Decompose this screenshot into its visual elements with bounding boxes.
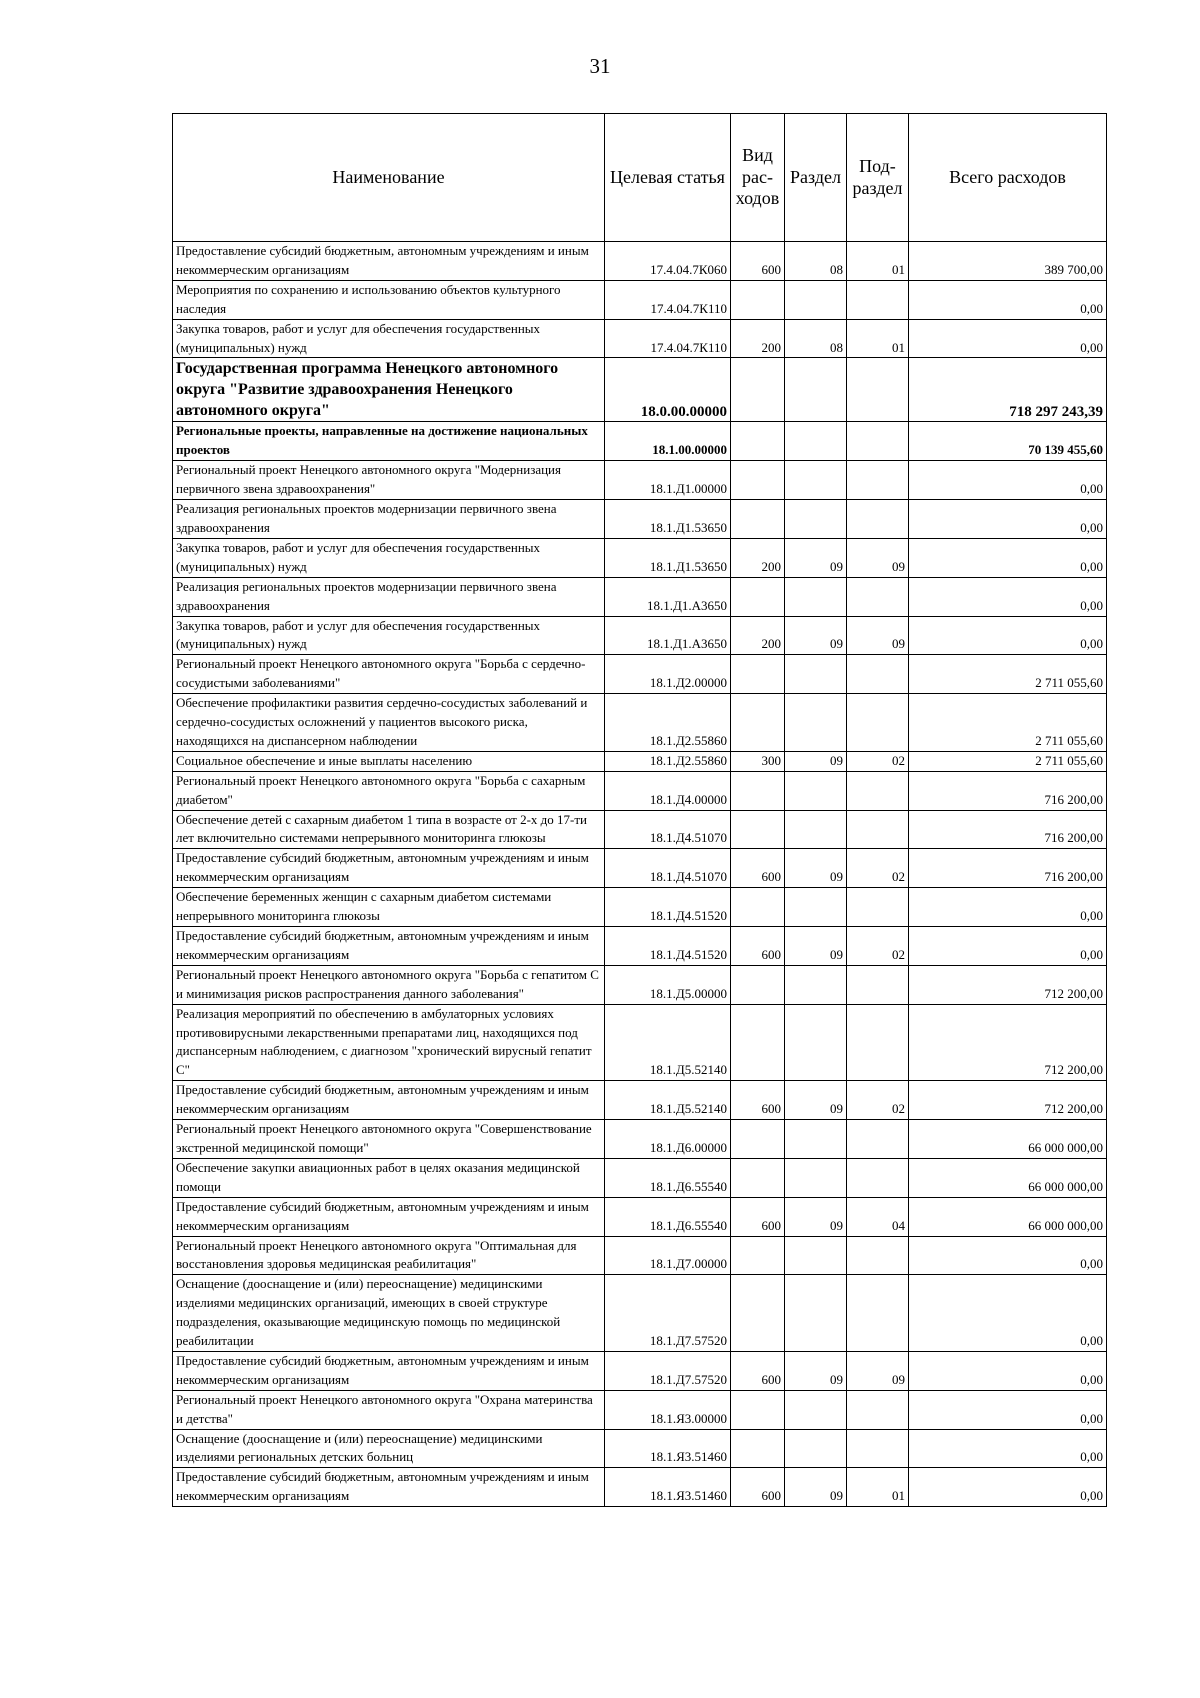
row-target-article: 18.1.Д4.51520 xyxy=(605,927,731,966)
row-name: Закупка товаров, работ и услуг для обеспечения государственных (муниципальных) нужд xyxy=(173,538,605,577)
row-target-article: 18.1.Д1.А3650 xyxy=(605,616,731,655)
row-subsection xyxy=(847,461,909,500)
row-section xyxy=(785,1236,847,1275)
row-subsection xyxy=(847,280,909,319)
row-name: Оснащение (дооснащение и (или) переоснащение) медицинскими изделиями региональных детских больниц xyxy=(173,1429,605,1468)
header-total: Всего расходов xyxy=(909,114,1107,242)
row-target-article: 18.1.Д1.53650 xyxy=(605,500,731,539)
row-target-article: 18.1.Д2.00000 xyxy=(605,655,731,694)
row-target-article: 18.1.Д1.А3650 xyxy=(605,577,731,616)
row-target-article: 18.1.Д2.55860 xyxy=(605,694,731,752)
row-name: Предоставление субсидий бюджетным, автономным учреждениям и иным некоммерческим организациям xyxy=(173,1351,605,1390)
table-row xyxy=(173,965,1107,1004)
row-expense-type xyxy=(731,888,785,927)
row-target-article: 18.1.Д7.00000 xyxy=(605,1236,731,1275)
row-name: Социальное обеспечение и иные выплаты населению xyxy=(173,751,605,771)
row-expense-type xyxy=(731,1120,785,1159)
row-name: Предоставление субсидий бюджетным, автономным учреждениям и иным некоммерческим организациям xyxy=(173,1468,605,1507)
header-expense-type: Вид рас- ходов xyxy=(731,114,785,242)
row-target-article: 17.4.04.7К110 xyxy=(605,319,731,358)
row-subsection xyxy=(847,655,909,694)
row-subsection xyxy=(847,965,909,1004)
row-section xyxy=(785,1429,847,1468)
table-row xyxy=(173,461,1107,500)
table-row xyxy=(173,358,1107,422)
row-expense-type xyxy=(731,1158,785,1197)
row-section: 09 xyxy=(785,616,847,655)
row-name: Предоставление субсидий бюджетным, автономным учреждениям и иным некоммерческим организациям xyxy=(173,927,605,966)
row-total: 0,00 xyxy=(909,538,1107,577)
row-name: Предоставление субсидий бюджетным, автономным учреждениям и иным некоммерческим организациям xyxy=(173,849,605,888)
row-target-article: 17.4.04.7К060 xyxy=(605,242,731,281)
row-name: Предоставление субсидий бюджетным, автономным учреждениям и иным некоммерческим организациям xyxy=(173,1081,605,1120)
row-subsection: 01 xyxy=(847,319,909,358)
row-expense-type xyxy=(731,1390,785,1429)
table-body xyxy=(173,242,1107,1507)
row-section: 09 xyxy=(785,849,847,888)
row-section xyxy=(785,888,847,927)
table-row xyxy=(173,888,1107,927)
row-expense-type xyxy=(731,771,785,810)
row-subsection xyxy=(847,500,909,539)
row-section xyxy=(785,694,847,752)
row-expense-type: 600 xyxy=(731,1081,785,1120)
row-total: 716 200,00 xyxy=(909,849,1107,888)
row-total: 0,00 xyxy=(909,1390,1107,1429)
row-subsection: 09 xyxy=(847,1351,909,1390)
row-name: Реализация региональных проектов модернизации первичного звена здравоохранения xyxy=(173,577,605,616)
row-expense-type xyxy=(731,965,785,1004)
row-total: 0,00 xyxy=(909,577,1107,616)
header-target-article: Целевая статья xyxy=(605,114,731,242)
row-target-article: 18.1.Я3.51460 xyxy=(605,1429,731,1468)
row-expense-type: 600 xyxy=(731,849,785,888)
row-total: 0,00 xyxy=(909,280,1107,319)
row-subsection xyxy=(847,1236,909,1275)
row-expense-type xyxy=(731,1004,785,1081)
row-name: Государственная программа Ненецкого автономного округа "Развитие здравоохранения Ненецкого автономного округа" xyxy=(173,358,605,422)
row-section xyxy=(785,810,847,849)
row-subsection: 02 xyxy=(847,751,909,771)
row-expense-type xyxy=(731,280,785,319)
row-target-article: 18.1.Д6.00000 xyxy=(605,1120,731,1159)
row-expense-type xyxy=(731,1275,785,1352)
row-section xyxy=(785,422,847,461)
row-section: 08 xyxy=(785,242,847,281)
row-name: Региональный проект Ненецкого автономного округа "Модернизация первичного звена здравоохранения" xyxy=(173,461,605,500)
row-target-article: 18.1.Д1.53650 xyxy=(605,538,731,577)
row-expense-type xyxy=(731,461,785,500)
row-subsection: 02 xyxy=(847,849,909,888)
row-expense-type xyxy=(731,422,785,461)
row-subsection xyxy=(847,358,909,422)
row-section: 09 xyxy=(785,1351,847,1390)
row-total: 716 200,00 xyxy=(909,771,1107,810)
header-row xyxy=(173,114,1107,242)
row-name: Региональный проект Ненецкого автономного округа "Оптимальная для восстановления здоровья медицинская реабилитация" xyxy=(173,1236,605,1275)
row-section: 09 xyxy=(785,751,847,771)
row-expense-type xyxy=(731,694,785,752)
page-number: 31 xyxy=(589,54,611,78)
row-subsection xyxy=(847,810,909,849)
row-total: 716 200,00 xyxy=(909,810,1107,849)
row-total: 66 000 000,00 xyxy=(909,1158,1107,1197)
row-section xyxy=(785,358,847,422)
row-target-article: 18.1.Я3.00000 xyxy=(605,1390,731,1429)
row-name: Региональный проект Ненецкого автономного округа "Борьба с сердечно-сосудистыми заболеваниями" xyxy=(173,655,605,694)
row-target-article: 18.1.Д4.51070 xyxy=(605,849,731,888)
row-subsection: 09 xyxy=(847,616,909,655)
row-name: Обеспечение детей с сахарным диабетом 1 типа в возрасте от 2-х до 17-ти лет включительно системами непрерывного мониторинга глюкозы xyxy=(173,810,605,849)
row-expense-type xyxy=(731,1429,785,1468)
row-total: 2 711 055,60 xyxy=(909,694,1107,752)
row-section: 09 xyxy=(785,927,847,966)
table-row xyxy=(173,500,1107,539)
table-row xyxy=(173,577,1107,616)
table-row xyxy=(173,927,1107,966)
row-expense-type xyxy=(731,655,785,694)
table-row xyxy=(173,1390,1107,1429)
row-target-article: 18.1.Д4.00000 xyxy=(605,771,731,810)
table-row xyxy=(173,1004,1107,1081)
row-section: 08 xyxy=(785,319,847,358)
row-target-article: 18.1.Я3.51460 xyxy=(605,1468,731,1507)
row-expense-type: 600 xyxy=(731,927,785,966)
row-target-article: 18.1.Д5.52140 xyxy=(605,1004,731,1081)
table-row xyxy=(173,1120,1107,1159)
row-name: Предоставление субсидий бюджетным, автономным учреждениям и иным некоммерческим организациям xyxy=(173,1197,605,1236)
row-name: Обеспечение закупки авиационных работ в целях оказания медицинской помощи xyxy=(173,1158,605,1197)
row-total: 66 000 000,00 xyxy=(909,1120,1107,1159)
row-target-article: 17.4.04.7К110 xyxy=(605,280,731,319)
row-section xyxy=(785,771,847,810)
row-total: 66 000 000,00 xyxy=(909,1197,1107,1236)
row-section xyxy=(785,965,847,1004)
row-total: 70 139 455,60 xyxy=(909,422,1107,461)
row-total: 0,00 xyxy=(909,888,1107,927)
row-section xyxy=(785,577,847,616)
row-section xyxy=(785,1158,847,1197)
row-expense-type xyxy=(731,577,785,616)
row-name: Региональный проект Ненецкого автономного округа "Совершенствование экстренной медицинской помощи" xyxy=(173,1120,605,1159)
row-total: 718 297 243,39 xyxy=(909,358,1107,422)
row-section xyxy=(785,1004,847,1081)
row-total: 0,00 xyxy=(909,500,1107,539)
row-target-article: 18.1.Д4.51520 xyxy=(605,888,731,927)
row-subsection: 02 xyxy=(847,1081,909,1120)
table-row xyxy=(173,1275,1107,1352)
table-row xyxy=(173,1468,1107,1507)
row-subsection xyxy=(847,1158,909,1197)
row-target-article: 18.1.Д5.00000 xyxy=(605,965,731,1004)
row-total: 712 200,00 xyxy=(909,1081,1107,1120)
row-target-article: 18.1.Д6.55540 xyxy=(605,1197,731,1236)
row-target-article: 18.1.Д7.57520 xyxy=(605,1351,731,1390)
row-expense-type xyxy=(731,500,785,539)
row-section xyxy=(785,500,847,539)
row-section xyxy=(785,1275,847,1352)
row-section: 09 xyxy=(785,1081,847,1120)
table-row xyxy=(173,1429,1107,1468)
row-target-article: 18.0.00.00000 xyxy=(605,358,731,422)
row-section xyxy=(785,655,847,694)
row-expense-type: 600 xyxy=(731,1351,785,1390)
row-total: 0,00 xyxy=(909,616,1107,655)
row-target-article: 18.1.Д1.00000 xyxy=(605,461,731,500)
table-row xyxy=(173,771,1107,810)
row-name: Региональный проект Ненецкого автономного округа "Борьба с сахарным диабетом" xyxy=(173,771,605,810)
table-row xyxy=(173,1351,1107,1390)
row-target-article: 18.1.Д7.57520 xyxy=(605,1275,731,1352)
row-expense-type: 200 xyxy=(731,319,785,358)
table-row xyxy=(173,810,1107,849)
row-name: Реализация региональных проектов модернизации первичного звена здравоохранения xyxy=(173,500,605,539)
row-total: 0,00 xyxy=(909,1468,1107,1507)
row-section xyxy=(785,1120,847,1159)
row-name: Предоставление субсидий бюджетным, автономным учреждениям и иным некоммерческим организациям xyxy=(173,242,605,281)
table-row xyxy=(173,319,1107,358)
row-name: Обеспечение беременных женщин с сахарным диабетом системами непрерывного мониторинга глюкозы xyxy=(173,888,605,927)
table-row xyxy=(173,849,1107,888)
header-subsection: Под- раздел xyxy=(847,114,909,242)
table-row xyxy=(173,242,1107,281)
row-expense-type: 600 xyxy=(731,1197,785,1236)
row-name: Региональный проект Ненецкого автономного округа "Охрана материнства и детства" xyxy=(173,1390,605,1429)
row-section xyxy=(785,461,847,500)
row-target-article: 18.1.Д2.55860 xyxy=(605,751,731,771)
row-subsection xyxy=(847,1120,909,1159)
table-row xyxy=(173,280,1107,319)
row-subsection: 09 xyxy=(847,538,909,577)
row-expense-type: 300 xyxy=(731,751,785,771)
row-subsection: 02 xyxy=(847,927,909,966)
row-subsection: 04 xyxy=(847,1197,909,1236)
table-row xyxy=(173,1236,1107,1275)
row-section xyxy=(785,1390,847,1429)
row-total: 0,00 xyxy=(909,1236,1107,1275)
row-target-article: 18.1.Д4.51070 xyxy=(605,810,731,849)
row-subsection xyxy=(847,1004,909,1081)
budget-table xyxy=(172,113,1107,1507)
row-name: Мероприятия по сохранению и использованию объектов культурного наследия xyxy=(173,280,605,319)
row-target-article: 18.1.Д6.55540 xyxy=(605,1158,731,1197)
row-expense-type: 600 xyxy=(731,1468,785,1507)
row-total: 0,00 xyxy=(909,1275,1107,1352)
header-name: Наименование xyxy=(173,114,605,242)
row-total: 712 200,00 xyxy=(909,1004,1107,1081)
row-name: Закупка товаров, работ и услуг для обеспечения государственных (муниципальных) нужд xyxy=(173,616,605,655)
row-subsection xyxy=(847,888,909,927)
row-section: 09 xyxy=(785,1468,847,1507)
row-total: 2 711 055,60 xyxy=(909,655,1107,694)
row-total: 389 700,00 xyxy=(909,242,1107,281)
row-subsection xyxy=(847,577,909,616)
table-row xyxy=(173,751,1107,771)
row-name: Реализация мероприятий по обеспечению в амбулаторных условиях противовирусными лекарственными препаратами лиц, находящихся под диспансерным наблюдением, с диагнозом "хронический вирусный гепатит С" xyxy=(173,1004,605,1081)
row-expense-type xyxy=(731,358,785,422)
row-total: 0,00 xyxy=(909,1429,1107,1468)
table-row xyxy=(173,655,1107,694)
row-subsection xyxy=(847,1390,909,1429)
row-section: 09 xyxy=(785,1197,847,1236)
table-row xyxy=(173,422,1107,461)
row-expense-type: 200 xyxy=(731,538,785,577)
row-section xyxy=(785,280,847,319)
row-total: 2 711 055,60 xyxy=(909,751,1107,771)
table-row xyxy=(173,1081,1107,1120)
row-target-article: 18.1.Д5.52140 xyxy=(605,1081,731,1120)
row-subsection: 01 xyxy=(847,1468,909,1507)
row-total: 0,00 xyxy=(909,1351,1107,1390)
table-row xyxy=(173,1197,1107,1236)
row-name: Оснащение (дооснащение и (или) переоснащение) медицинскими изделиями медицинских организаций, имеющих в своей структуре подразделения, оказывающие медицинскую помощь по медицинской реабилитации xyxy=(173,1275,605,1352)
row-subsection xyxy=(847,422,909,461)
row-subsection xyxy=(847,694,909,752)
row-total: 712 200,00 xyxy=(909,965,1107,1004)
row-name: Региональный проект Ненецкого автономного округа "Борьба с гепатитом С и минимизация рисков распространения данного заболевания" xyxy=(173,965,605,1004)
table-row xyxy=(173,616,1107,655)
table-row xyxy=(173,694,1107,752)
row-total: 0,00 xyxy=(909,319,1107,358)
row-subsection: 01 xyxy=(847,242,909,281)
row-subsection xyxy=(847,1275,909,1352)
row-section: 09 xyxy=(785,538,847,577)
table-row xyxy=(173,1158,1107,1197)
row-total: 0,00 xyxy=(909,927,1107,966)
header-section: Раздел xyxy=(785,114,847,242)
row-total: 0,00 xyxy=(909,461,1107,500)
row-name: Закупка товаров, работ и услуг для обеспечения государственных (муниципальных) нужд xyxy=(173,319,605,358)
table-header xyxy=(173,114,1107,242)
table-row xyxy=(173,538,1107,577)
row-expense-type xyxy=(731,810,785,849)
row-subsection xyxy=(847,771,909,810)
row-expense-type: 600 xyxy=(731,242,785,281)
row-subsection xyxy=(847,1429,909,1468)
row-expense-type xyxy=(731,1236,785,1275)
row-expense-type: 200 xyxy=(731,616,785,655)
row-name: Обеспечение профилактики развития сердечно-сосудистых заболеваний и сердечно-сосудистых осложнений у пациентов высокого риска, находящихся на диспансерном наблюдении xyxy=(173,694,605,752)
row-target-article: 18.1.00.00000 xyxy=(605,422,731,461)
row-name: Региональные проекты, направленные на достижение национальных проектов xyxy=(173,422,605,461)
